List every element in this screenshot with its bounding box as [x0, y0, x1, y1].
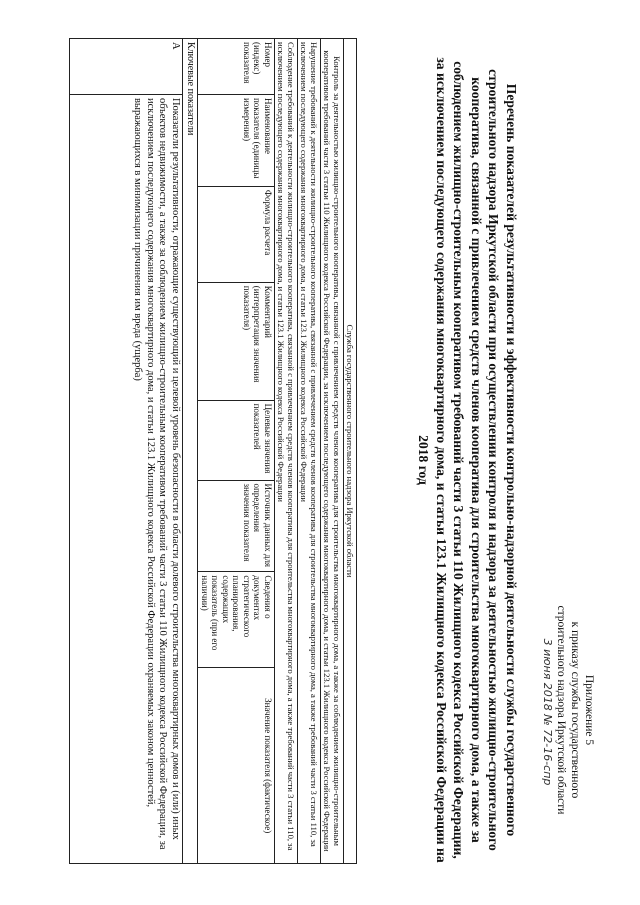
appendix-line-3: строительного надзора Иркутской области [555, 605, 567, 815]
service-row [344, 39, 357, 864]
column-header-source: Источник данных для определения значения показателя [198, 480, 275, 572]
column-header-formula: Формула расчета [198, 186, 275, 282]
column-header-comment: Комментарий (интерпретация значения показателя) [198, 282, 275, 400]
key-indicators-cell: Ключевые показатели [183, 39, 199, 864]
key-indicators-row [183, 39, 199, 864]
violation-cell: Нарушение требований к деятельности жилищно-строительного кооператива, связанной с привлечением средств членов кооператива для строительства многоквартирного дома, а также требований части 3 статьи 110, за исключением последующего содержания многоквартирного дома, и статьи 123.1 Жилищного кодекса Российской Федерации [298, 39, 321, 864]
column-header-row [198, 39, 275, 864]
column-header-target: Целевые значения показателей [198, 400, 275, 480]
row-a-index: А [70, 39, 183, 95]
appendix-line-2: к приказу службы государственного [569, 621, 581, 799]
violation-row [298, 39, 321, 864]
column-header-actual: Значение показателя (фактическое) [198, 668, 275, 864]
appendix-line-1: Приложение 5 [583, 674, 595, 746]
control-cell: Контроль за деятельностью жилищно-строительного кооператива, связанной с привлечением средств членов кооператива для строительства многоквартирного дома, а также за соблюдением жилищно-строительным кооперативом требований части 3 статьи 110 Жилищного кодекса Российской Федерации, за исключением последующего содержания многоквартирного дома, и статьи 123.1 Жилищного кодекса Российской Федерации [321, 39, 344, 864]
column-header-index: Номер (индекс) показателя [198, 39, 275, 95]
appendix-block [540, 555, 596, 865]
indicators-table [69, 38, 357, 864]
control-row [321, 39, 344, 864]
compliance-row [275, 39, 298, 864]
handwritten-date-number: 3 июня 2018 № 72-16-спр [541, 638, 554, 786]
compliance-cell: Соблюдение требований к деятельности жилищно-строительного кооператива, связанной с привлечением средств членов кооператива для строительства многоквартирного дома, а также требований части 3 статьи 110, за исключением последующего содержания многоквартирного дома, и статьи 123.1 Жилищного кодекса Российской Федерации [275, 39, 298, 864]
row-a-text: Показатели результативности, отражающие существующий и целевой уровень безопасности в области долевого строительства многоквартирных домов и (или) иных объектов недвижимости, а также за соблюдением жилищно-строительным кооперативом требований части 3 статьи 110 Жилищного кодекса Российской Федерации, за исключением последующего содержания многоквартирного дома, и статьи 123.1 Жилищного кодекса Российской Федерации охраняемых законом ценностей, выражающихся в минимизации причинения им вреда (ущерба) [70, 94, 183, 863]
column-header-documents: Сведения о документах стратегического планирования, содержащих показатель (при его наличии) [198, 572, 275, 668]
service-cell: Служба государственного строительного надзора Иркутской области [344, 39, 357, 864]
appendix-signature [540, 555, 554, 865]
column-header-name: Наименование показателя (единицы измерения) [198, 94, 275, 186]
document-title: Перечень показателей результативности и эффективности контрольно-надзорной деятельности службы государственного строительного надзора Иркутской области при осуществлении контроля и надзора за деятельностью жилищно-строительного кооператива, связанной с привлечением средств членов кооператива для строительства многоквартирного дома, а также за соблюдением жилищно-строительным кооперативом требований части 3 статьи 110 Жилищного кодекса Российской Федерации, за исключением последующего содержания многоквартирного дома, и статьи 123.1 Жилищного кодекса Российской Федерации на 2018 год [416, 57, 519, 863]
table-row [70, 39, 183, 864]
